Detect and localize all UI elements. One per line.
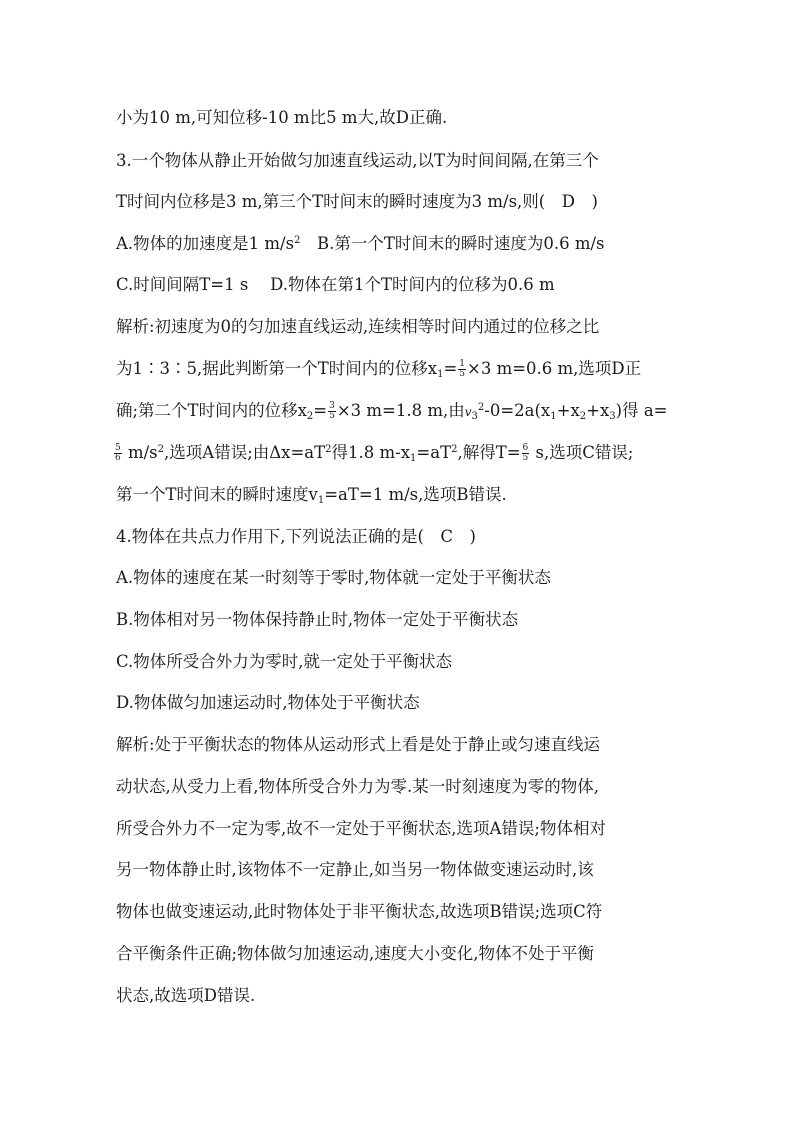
- text-span: 动状态,从受力上看,物体所受合外力为零.某一时刻速度为零的物体,: [116, 777, 599, 796]
- question-4-analysis-5: [116, 901, 602, 923]
- text-span: 4.物体在共点力作用下,下列说法正确的是( C ): [116, 527, 476, 546]
- question-4-option-d: [116, 692, 420, 714]
- question-4-analysis-6: [116, 943, 594, 965]
- text-span: 解析:处于平衡状态的物体从运动形式上看是处于静止或匀速直线运: [116, 735, 601, 754]
- text-span: =aT: [416, 443, 452, 462]
- subscript: 3: [609, 411, 616, 422]
- question-4-stem: [116, 526, 476, 548]
- text-span: 所受合外力不一定为零,故不一定处于平衡状态,选项A错误;物体相对: [116, 819, 606, 838]
- text-span: ×3 m=1.8 m,由: [336, 401, 465, 420]
- text-span: 3.一个物体从静止开始做匀加速直线运动,以T为时间间隔,在第三个: [116, 151, 599, 170]
- text-span: T时间内位移是3 m,第三个T时间末的瞬时速度为3 m/s,则( D ): [116, 192, 598, 211]
- fraction-numerator: 1: [459, 359, 465, 369]
- superscript: 2: [325, 444, 332, 455]
- subscript: 2: [306, 411, 314, 422]
- fraction: [522, 444, 530, 463]
- fraction: [114, 444, 122, 463]
- text-span: 物体也做变速运动,此时物体处于非平衡状态,故选项B错误;选项C符: [116, 902, 603, 921]
- text-span: 合平衡条件正确;物体做匀加速运动,速度大小变化,物体不处于平衡: [116, 944, 595, 963]
- fraction-denominator: 5: [522, 453, 529, 463]
- question-3-stem-cont: [116, 191, 598, 213]
- question-4-analysis-1: [116, 734, 600, 756]
- text-span: ,解得T=: [457, 443, 521, 462]
- text-span: A.物体的加速度是1 m/s: [116, 234, 295, 253]
- text-span: B.第一个T时间末的瞬时速度为0.6 m/s: [300, 234, 605, 253]
- question-3-options-cd: [116, 274, 555, 296]
- text-span: C.时间间隔T=1 s D.物体在第1个T时间内的位移为0.6 m: [116, 275, 555, 294]
- subscript: 1: [410, 453, 417, 464]
- fraction: [328, 402, 336, 421]
- question-4-analysis-3: [116, 818, 606, 840]
- fraction: [458, 360, 466, 379]
- text-span: D.物体做匀加速运动时,物体处于平衡状态: [116, 693, 420, 712]
- text-span: s,选项C错误;: [530, 443, 634, 462]
- subscript: 1: [550, 411, 557, 422]
- question-3-options-ab: [116, 233, 605, 255]
- text-span: 为1∶3∶5,据此判断第一个T时间内的位移x: [116, 359, 438, 378]
- question-3-analysis-5: [116, 484, 507, 506]
- text-span: =: [313, 401, 328, 420]
- text-span: ,选项A错误;由Δx=aT: [164, 443, 326, 462]
- question-3-analysis-2: [116, 358, 641, 380]
- text-span: B.物体相对另一物体保持静止时,物体一定处于平衡状态: [116, 610, 519, 629]
- superscript: 2: [451, 444, 458, 455]
- text-span: 另一物体静止时,该物体不一定静止,如当另一物体做变速运动时,该: [116, 860, 594, 879]
- text-span: =: [443, 359, 458, 378]
- text-span: 得1.8 m-x: [331, 443, 411, 462]
- question-4-analysis-4: [116, 859, 594, 881]
- text-span: +x: [556, 401, 580, 420]
- question-4-analysis-2: [116, 776, 599, 798]
- fraction-denominator: 6: [115, 453, 121, 463]
- text-span: 确;第二个T时间内的位移x: [116, 401, 307, 420]
- question-4-analysis-7: [116, 985, 255, 1007]
- subscript: 1: [437, 369, 444, 380]
- text-span: A.物体的速度在某一时刻等于零时,物体就一定处于平衡状态: [116, 568, 551, 587]
- superscript: 2: [477, 402, 485, 413]
- subscript: 3: [471, 411, 478, 422]
- text-span: 状态,故选项D错误.: [116, 986, 256, 1005]
- superscript: 2: [157, 444, 165, 455]
- fraction-denominator: 5: [329, 411, 335, 421]
- italic-variable: v: [464, 405, 472, 419]
- fraction-numerator: 6: [522, 443, 529, 453]
- text-span: 第一个T时间末的瞬时速度v: [116, 485, 318, 504]
- question-3-analysis-1: [116, 316, 599, 338]
- text-span: -0=2a(x: [484, 401, 551, 420]
- question-4-option-c: [116, 651, 452, 673]
- question-4-option-a: [116, 567, 551, 589]
- fraction-numerator: 3: [329, 401, 335, 411]
- text-span: 小为10 m,可知位移-10 m比5 m大,故D正确.: [116, 108, 448, 127]
- superscript: 2: [294, 235, 301, 246]
- text-span: 解析:初速度为0的匀加速直线运动,连续相等时间内通过的位移之比: [116, 317, 600, 336]
- text-span: m/s: [122, 443, 158, 462]
- question-3-stem: [116, 150, 599, 172]
- text-span: C.物体所受合外力为零时,就一定处于平衡状态: [116, 652, 453, 671]
- text-span: ×3 m=0.6 m,选项D正: [467, 359, 642, 378]
- question-4-option-b: [116, 609, 518, 631]
- fraction-numerator: 5: [115, 443, 121, 453]
- question-3-analysis-4: [116, 442, 633, 464]
- text-span: =aT=1 m/s,选项B错误.: [324, 485, 507, 504]
- text-line-1: [116, 107, 447, 129]
- fraction-denominator: 5: [459, 369, 465, 379]
- text-span: +x: [586, 401, 610, 420]
- subscript: 2: [579, 411, 587, 422]
- text-span: )得 a=: [615, 401, 668, 420]
- subscript: 1: [317, 495, 325, 506]
- question-3-analysis-3: [116, 400, 668, 422]
